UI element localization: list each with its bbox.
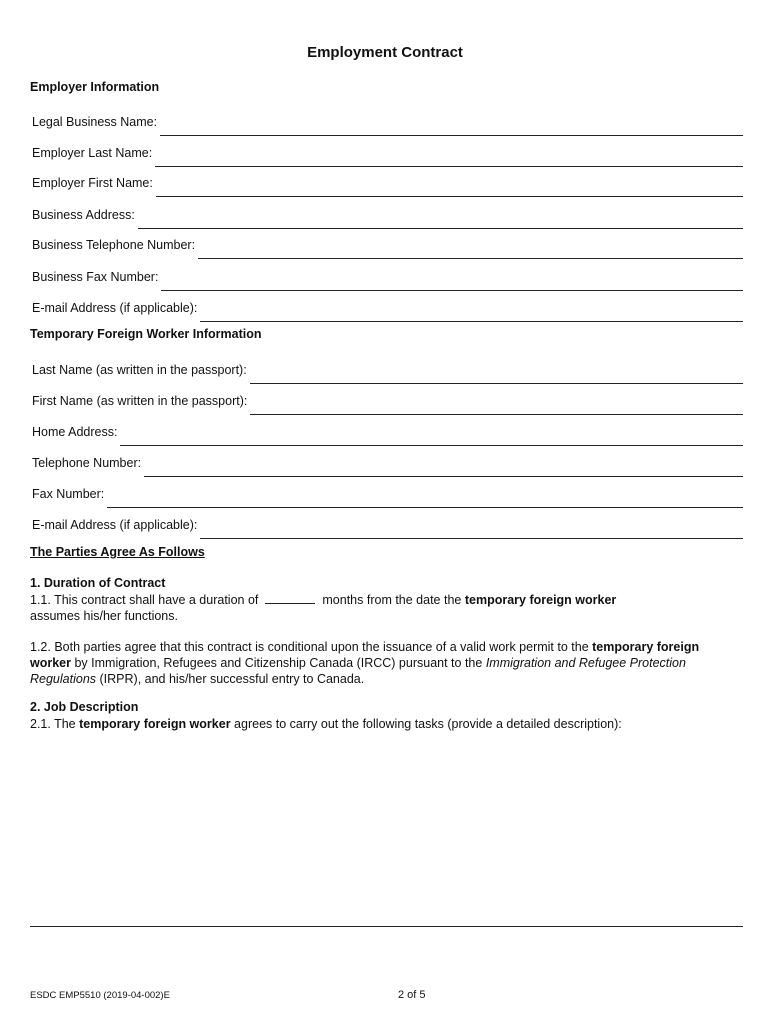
field-label: E-mail Address (if applicable): xyxy=(32,518,198,532)
field-label: Legal Business Name: xyxy=(32,115,158,129)
input-line[interactable] xyxy=(250,363,743,384)
clause-bold: temporary foreign worker xyxy=(79,717,231,731)
worker-section-heading: Temporary Foreign Worker Information xyxy=(30,327,262,341)
clause-italic: Immigration and Refugee Protection xyxy=(485,656,686,670)
employer-last-name-field[interactable] xyxy=(32,141,743,161)
field-label: Business Telephone Number: xyxy=(32,238,196,252)
input-line[interactable] xyxy=(138,208,743,229)
clause-text: assumes his/her functions. xyxy=(30,609,178,623)
employer-first-name-field[interactable] xyxy=(32,171,743,191)
legal-business-name-field[interactable] xyxy=(32,110,743,130)
worker-fax-field[interactable] xyxy=(32,482,743,502)
agreement-heading: The Parties Agree As Follows xyxy=(30,545,205,559)
input-line[interactable] xyxy=(200,301,743,322)
home-address-field[interactable] xyxy=(32,420,743,440)
input-line[interactable] xyxy=(156,176,743,197)
clause-text: 1.1. This contract shall have a duration of xyxy=(30,593,259,607)
input-line[interactable] xyxy=(120,425,743,446)
input-line[interactable] xyxy=(200,518,743,539)
clause-text: 2.1. The xyxy=(30,717,76,731)
worker-last-name-field[interactable] xyxy=(32,358,743,378)
field-label: Employer First Name: xyxy=(32,176,153,190)
footer-divider xyxy=(30,926,743,927)
field-label: Employer Last Name: xyxy=(32,146,153,160)
business-address-field[interactable] xyxy=(32,203,743,223)
worker-telephone-field[interactable] xyxy=(32,451,743,471)
clause-bold: worker xyxy=(30,656,71,670)
field-label: Business Fax Number: xyxy=(32,270,159,284)
input-line[interactable] xyxy=(198,238,743,259)
input-line[interactable] xyxy=(107,487,743,508)
field-label: Telephone Number: xyxy=(32,456,142,470)
field-label: E-mail Address (if applicable): xyxy=(32,301,198,315)
field-label: Last Name (as written in the passport): xyxy=(32,363,247,377)
clause-text: agrees to carry out the following tasks (provide a detailed description): xyxy=(234,717,622,731)
clause-text: months from the date the xyxy=(322,593,462,607)
worker-email-field[interactable] xyxy=(32,513,743,533)
input-line[interactable] xyxy=(155,146,743,167)
field-label: First Name (as written in the passport): xyxy=(32,394,248,408)
clause-bold: temporary foreign worker xyxy=(464,593,617,607)
field-label: Business Address: xyxy=(32,208,135,222)
duration-heading: 1. Duration of Contract xyxy=(30,576,166,590)
clause-1-2 xyxy=(30,639,730,687)
employer-email-field[interactable] xyxy=(32,296,743,316)
clause-bold: temporary foreign xyxy=(592,640,700,654)
input-line[interactable] xyxy=(161,270,743,291)
worker-first-name-field[interactable] xyxy=(32,389,743,409)
business-fax-field[interactable] xyxy=(32,265,743,285)
form-identifier: ESDC EMP5510 (2019-04-002)E xyxy=(30,990,170,1001)
input-line[interactable] xyxy=(144,456,743,477)
page-number: 2 of 5 xyxy=(398,989,426,1001)
duration-months-input[interactable] xyxy=(265,591,315,604)
clause-text: 1.2. Both parties agree that this contract is conditional upon the issuance of a valid work permit to the xyxy=(30,640,589,654)
job-description-heading: 2. Job Description xyxy=(30,700,139,714)
clause-1-1 xyxy=(30,591,730,624)
field-label: Fax Number: xyxy=(32,487,105,501)
job-description-area[interactable] xyxy=(30,738,743,918)
input-line[interactable] xyxy=(250,394,743,415)
input-line[interactable] xyxy=(160,115,743,136)
field-label: Home Address: xyxy=(32,425,118,439)
clause-text: by Immigration, Refugees and Citizenship Canada (IRCC) pursuant to the xyxy=(74,656,483,670)
clause-2-1 xyxy=(30,716,730,732)
page-title: Employment Contract xyxy=(307,44,463,61)
business-telephone-field[interactable] xyxy=(32,233,743,253)
clause-italic: Regulations xyxy=(30,672,97,686)
clause-text: (IRPR), and his/her successful entry to Canada. xyxy=(99,672,365,686)
employer-section-heading: Employer Information xyxy=(30,80,160,94)
